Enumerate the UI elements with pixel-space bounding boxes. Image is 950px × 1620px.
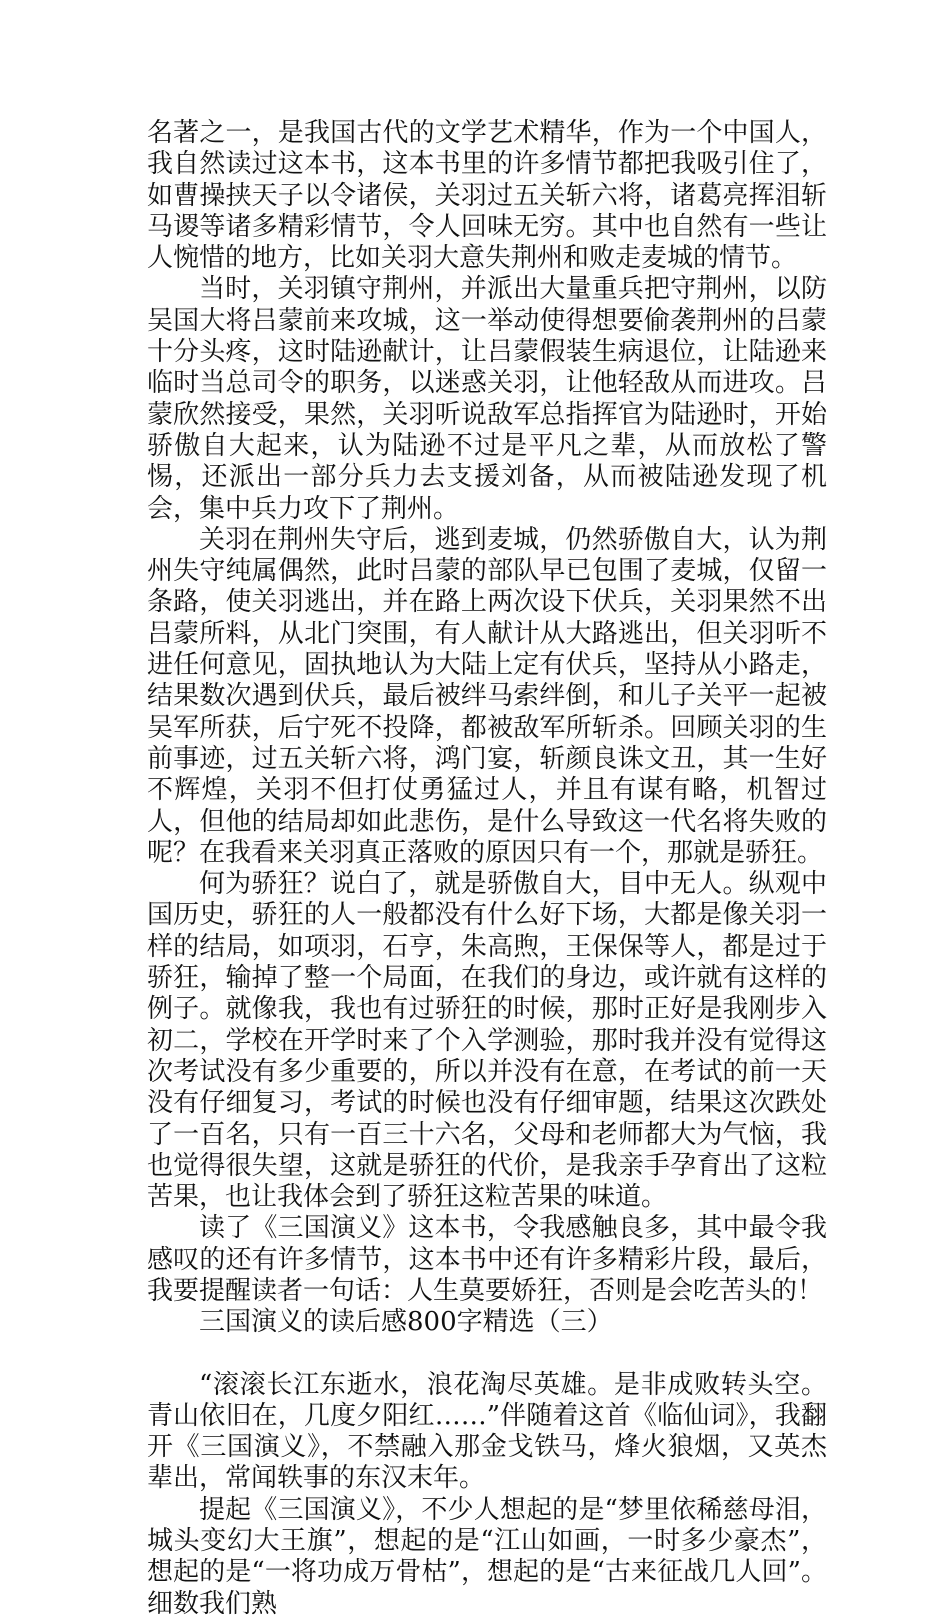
paragraph-arrogance: 何为骄狂？说白了，就是骄傲自大，目中无人。纵观中国历史，骄狂的人一般都没有什么好下场，大都是像关羽一样的结局，如项羽，石亨，朱高煦，王保保等人，都是过于骄狂，输掉了整一个局面，在我们的身边，或许就有这样的例子。就像我，我也有过骄狂的时候，那时正好是我刚步入初二，学校在开学时来了个入学测验，那时我并没有觉得这次考试没有多少重要的，所以并没有在意，在考试的前一天没有仔细复习，考试的时候也没有仔细审题，结果这次跌处了一百名，只有一百三十六名，父母和老师都大为气恼，我也觉得很失望，这就是骄狂的代价，是我亲手孕育出了这粒苦果，也让我体会到了骄狂这粒苦果的味道。 [147, 869, 827, 1213]
document-body [147, 118, 827, 1620]
paragraph-jingzhou: 当时，关羽镇守荆州，并派出大量重兵把守荆州，以防吴国大将吕蒙前来攻城，这一举动使得想要偷袭荆州的吕蒙十分头疼，这时陆逊献计，让吕蒙假装生病退位，让陆逊来临时当总司令的职务，以迷惑关羽，让他轻敌从而进攻。吕蒙欣然接受，果然，关羽听说敌军总指挥官为陆逊时，开始骄傲自大起来，认为陆逊不过是平凡之辈，从而放松了警惕，还派出一部分兵力去支援刘备，从而被陆逊发现了机会，集中兵力攻下了荆州。 [147, 274, 827, 524]
paragraph-intro: 名著之一，是我国古代的文学艺术精华，作为一个中国人，我自然读过这本书，这本书里的许多情节都把我吸引住了，如曹操挟天子以令诸侯，关羽过五关斩六将，诸葛亮挥泪斩马谡等诸多精彩情节，令人回味无穷。其中也自然有一些让人惋惜的地方，比如关羽大意失荆州和败走麦城的情节。 [147, 118, 827, 274]
section-spacer [147, 1339, 827, 1370]
section-heading: 三国演义的读后感800字精选（三） [199, 1307, 613, 1338]
paragraph-conclusion: 读了《三国演义》这本书，令我感触良多，其中最令我感叹的还有许多情节，这本书中还有许多精彩片段，最后，我要提醒读者一句话：人生莫要娇狂，否则是会吃苦头的！ [147, 1213, 827, 1306]
paragraph-poem: “滚滚长江东逝水，浪花淘尽英雄。是非成败转头空。青山依旧在，几度夕阳红……”伴随着这首《临仙词》，我翻开《三国演义》，不禁融入那金戈铁马，烽火狼烟，又英杰辈出，常闻轶事的东汉末年。 [147, 1369, 827, 1494]
paragraph-maicheng: 关羽在荆州失守后，逃到麦城，仍然骄傲自大，认为荆州失守纯属偶然，此时吕蒙的部队早已包围了麦城，仅留一条路，使关羽逃出，并在路上两次设下伏兵，关羽果然不出吕蒙所料，从北门突围，有人献计从大路逃出，但关羽听不进任何意见，固执地认为大陆上定有伏兵，坚持从小路走，结果数次遇到伏兵，最后被绊马索绊倒，和儿子关平一起被吴军所获，后宁死不投降，都被敌军所斩杀。回顾关羽的生前事迹，过五关斩六将，鸿门宴，斩颜良诛文丑，其一生好不辉煌，关羽不但打仗勇猛过人，并且有谋有略，机智过人，但他的结局却如此悲伤，是什么导致这一代名将失败的呢？在我看来关羽真正落败的原因只有一个，那就是骄狂。 [147, 524, 827, 868]
paragraph-quotes: 提起《三国演义》，不少人想起的是“梦里依稀慈母泪，城头变幻大王旗”，想起的是“江山如画，一时多少豪杰”，想起的是“一将功成万骨枯”，想起的是“古来征战几人回”。细数我们熟 [147, 1494, 827, 1619]
